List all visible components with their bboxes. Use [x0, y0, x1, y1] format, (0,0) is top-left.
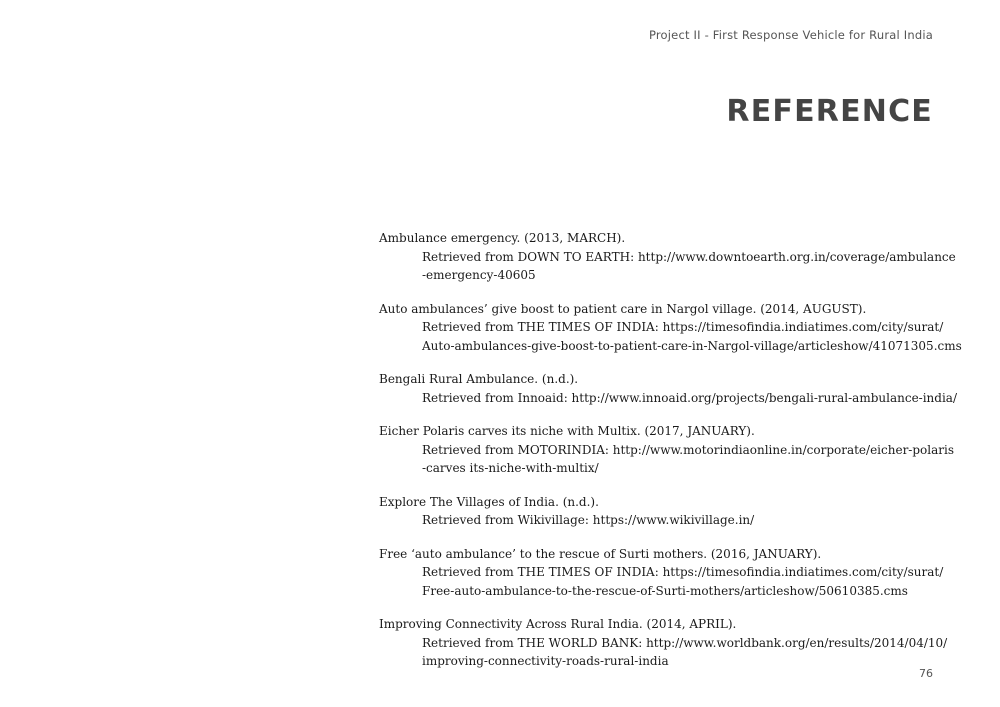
reference-title: Bengali Rural Ambulance. (n.d.). — [379, 372, 579, 386]
reference-entry — [379, 229, 956, 285]
reference-source-line: Retrieved from THE TIMES OF INDIA: https://timesofindia.indiatimes.com/city/surat/ — [422, 320, 944, 334]
reference-title: Explore The Villages of India. (n.d.). — [379, 494, 599, 509]
reference-entry — [379, 300, 962, 356]
reference-source-line: Retrieved from Innoaid: http://www.innoaid.org/projects/bengali-rural-ambulance-india/ — [422, 390, 958, 405]
reference-title: Ambulance emergency. (2013, MARCH). — [379, 231, 626, 245]
reference-source-line: improving-connectivity-roads-rural-india — [422, 654, 669, 668]
reference-source-line: Auto-ambulances-give-boost-to-patient-care-in-Nargol-village/articleshow/41071305.cms — [422, 338, 962, 353]
reference-list — [379, 229, 962, 686]
reference-source-line: Retrieved from THE TIMES OF INDIA: https://timesofindia.indiatimes.com/city/surat/ — [422, 565, 944, 579]
reference-title: Improving Connectivity Across Rural India. (2014, APRIL). — [379, 617, 737, 631]
reference-entry — [379, 545, 944, 601]
reference-source-line: Retrieved from Wikivillage: https://www.wikivillage.in/ — [422, 513, 755, 527]
reference-source-line: -carves its-niche-with-multix/ — [422, 461, 599, 475]
reference-entry — [379, 615, 948, 671]
reference-source-line: Retrieved from DOWN TO EARTH: http://www.downtoearth.org.in/coverage/ambulance — [422, 249, 956, 264]
page-title: REFERENCE — [726, 94, 933, 129]
reference-source-line: Retrieved from MOTORINDIA: http://www.motorindiaonline.in/corporate/eicher-polaris — [422, 442, 954, 457]
reference-source-line: Retrieved from THE WORLD BANK: http://www.worldbank.org/en/results/2014/04/10/ — [422, 635, 948, 650]
reference-entry — [379, 370, 958, 407]
reference-title: Free ‘auto ambulance’ to the rescue of Surti mothers. (2016, JANUARY). — [379, 546, 822, 561]
running-header: Project II - First Response Vehicle for Rural India — [648, 28, 933, 42]
page-number: 76 — [919, 667, 933, 680]
reference-entry — [379, 493, 939, 530]
reference-source-line: -emergency-40605 — [422, 268, 536, 282]
reference-source-line: Free-auto-ambulance-to-the-rescue-of-Surti-mothers/articleshow/50610385.cms — [422, 583, 908, 598]
reference-entry — [379, 422, 954, 478]
reference-title: Auto ambulances’ give boost to patient care in Nargol village. (2014, AUGUST). — [379, 301, 867, 316]
reference-title: Eicher Polaris carves its niche with Multix. (2017, JANUARY). — [379, 424, 755, 438]
